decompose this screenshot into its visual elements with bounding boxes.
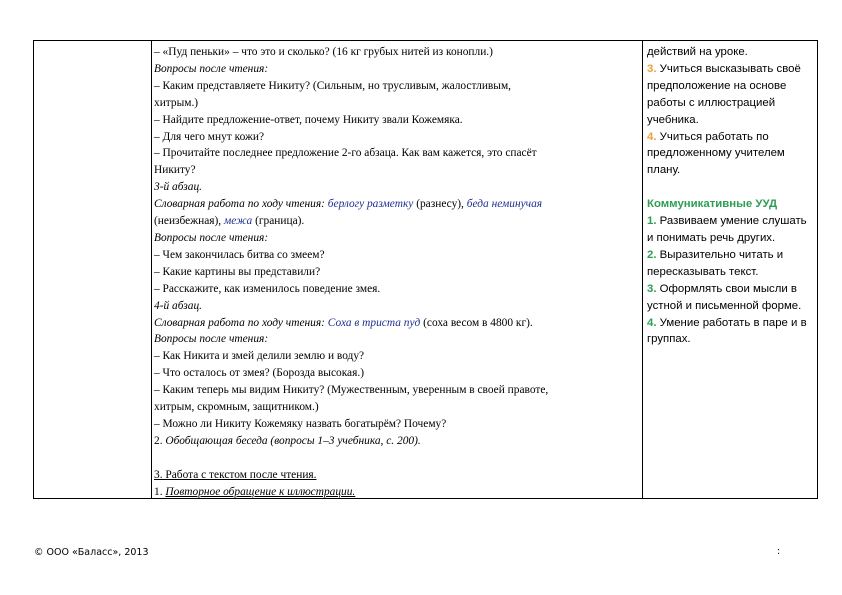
uud-text: действий на уроке. — [647, 46, 748, 58]
text-line — [154, 484, 639, 501]
text-line: – Что осталось от змея? (Борозда высокая.) — [154, 367, 364, 380]
uud-item — [647, 247, 813, 281]
uud-number: 3. — [647, 282, 657, 295]
text-line: – Найдите предложение-ответ, почему Никиту звали Кожемяка. — [154, 113, 463, 126]
vocab-term: межа — [224, 215, 253, 228]
column-divider-left — [151, 41, 152, 498]
uud-number: 3. — [647, 62, 657, 75]
uud-number: 1. — [647, 215, 657, 228]
text-line: хитрым.) — [154, 96, 199, 109]
uud-item-text: Выразительно читать и пересказывать текст. — [647, 248, 784, 278]
uud-column — [647, 44, 813, 348]
uud-item — [647, 213, 813, 247]
uud-number: 2. — [647, 248, 657, 261]
text-line: – Каким представляете Никиту? (Сильным, но трусливым, жалостливым, — [154, 79, 512, 92]
vocab-explanation: (соха весом в 4800 кг). — [423, 316, 533, 329]
column-divider-right — [642, 41, 643, 498]
section-heading: Вопросы после чтения: — [154, 231, 269, 244]
uud-number: 4. — [647, 130, 657, 143]
lesson-content-column — [154, 44, 639, 500]
text-line: – Чем закончилась битва со змеем? — [154, 248, 325, 261]
uud-item-text: Оформлять свои мысли в устной и письменной форме. — [647, 282, 802, 312]
text-line: – Для чего мнут кожи? — [154, 130, 265, 143]
paragraph-label: 4-й абзац. — [154, 299, 202, 312]
blank-line — [647, 179, 813, 196]
uud-item-text: Учиться работать по предложенному учителем плану. — [647, 130, 785, 177]
uud-item-text: Умение работать в паре и в группах. — [647, 316, 807, 346]
vocabulary-line — [154, 196, 639, 213]
uud-item — [647, 129, 813, 180]
text-line: хитрым, скромным, защитником.) — [154, 401, 319, 414]
section-heading: Вопросы после чтения: — [154, 62, 269, 75]
item-text: Обобщающая беседа (вопросы 1–3 учебника, с. 200). — [165, 434, 421, 447]
item-number: 2. — [154, 434, 163, 447]
text-line: – Какие картины вы представили? — [154, 265, 321, 278]
vocab-explanation: (неизбежная), — [154, 215, 222, 228]
page-mark: : — [777, 546, 781, 557]
text-line: – Прочитайте последнее предложение 2-го абзаца. Как вам кажется, это спасёт — [154, 147, 537, 160]
text-line: – «Пуд пеньки» – что это и сколько? (16 кг грубых нитей из конопли.) — [154, 46, 493, 58]
uud-item-text: Учиться высказывать своё предположение на основе работы с иллюстрацией учебника. — [647, 62, 801, 126]
text-line: – Расскажите, как изменилось поведение змея. — [154, 282, 381, 295]
lesson-table — [33, 40, 818, 499]
copyright-footer: © ООО «Баласс», 2013 — [34, 547, 149, 558]
vocab-term: берлогу разметку — [327, 198, 414, 211]
vocab-prefix: Словарная работа по ходу чтения: — [154, 198, 325, 211]
section-heading: Вопросы после чтения: — [154, 333, 269, 346]
vocab-term: Соха в триста пуд — [327, 316, 421, 329]
vocab-explanation: (граница). — [255, 215, 305, 228]
paragraph-label: 3-й абзац. — [154, 181, 202, 194]
uud-heading: Коммуникативные УУД — [647, 198, 778, 211]
vocabulary-line — [154, 213, 639, 230]
vocab-explanation: (разнесу), — [416, 198, 464, 211]
text-line — [154, 433, 639, 450]
text-line: – Как Никита и змей делили землю и воду? — [154, 350, 365, 363]
vocab-term: беда неминучая — [466, 198, 543, 211]
text-line: – Каким теперь мы видим Никиту? (Мужественным, уверенным в своей правоте, — [154, 384, 549, 397]
item-number: 1. — [154, 485, 163, 498]
uud-item — [647, 315, 813, 349]
text-line: Никиту? — [154, 164, 196, 177]
vocab-prefix: Словарная работа по ходу чтения: — [154, 316, 325, 329]
uud-item — [647, 61, 813, 129]
item-text: Повторное обращение к иллюстрации. — [165, 485, 356, 498]
uud-item — [647, 281, 813, 315]
section-title: 3. Работа с текстом после чтения. — [154, 468, 317, 481]
uud-item-text: Развиваем умение слушать и понимать речь других. — [647, 215, 807, 244]
text-line: – Можно ли Никиту Кожемяку назвать богатырём? Почему? — [154, 417, 447, 430]
blank-line — [154, 450, 639, 467]
vocabulary-line — [154, 315, 639, 332]
uud-number: 4. — [647, 316, 657, 329]
